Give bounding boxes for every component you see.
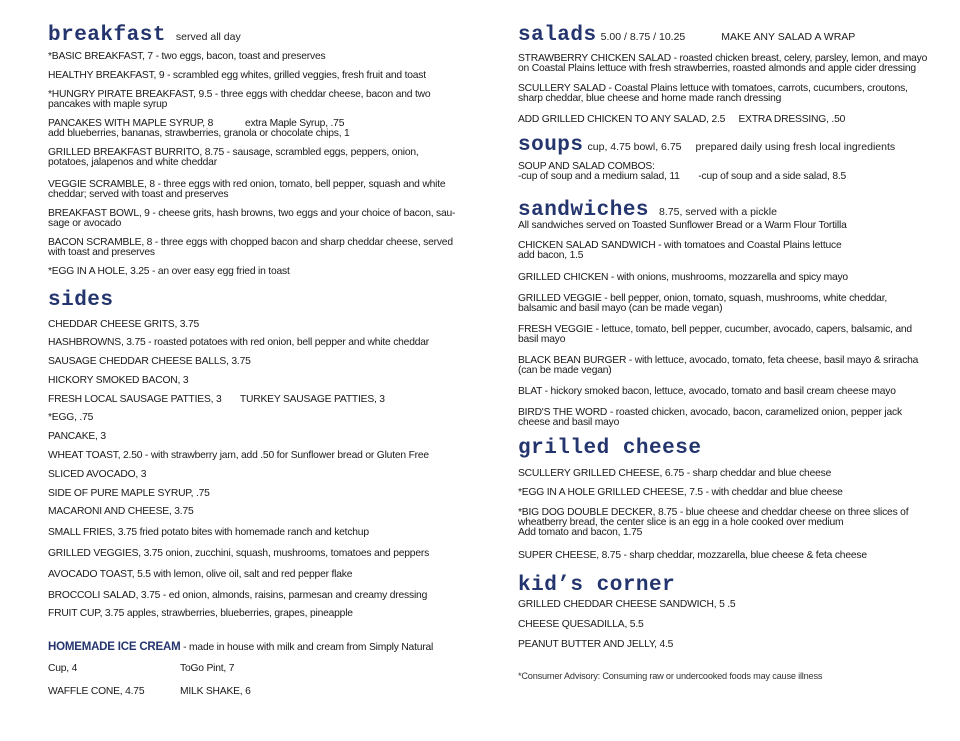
menu-item: PANCAKE, 3: [48, 431, 106, 442]
menu-item: VEGGIE SCRAMBLE, 8 - three eggs with red onion, tomato, bell pepper, squash and white cheddar; served with toast and preserves: [48, 179, 446, 200]
kids-heading: [518, 574, 675, 597]
section-title: grilled cheese: [518, 437, 702, 460]
menu-item: PANCAKES WITH MAPLE SYRUP, 8 extra Maple Syrup, .75 add blueberries, bananas, strawberries, granola or chocolate chips, 1: [48, 118, 350, 139]
menu-item: BIRD'S THE WORD - roasted chicken, avocado, bacon, caramelized onion, pepper jack cheese and basil mayo: [518, 407, 902, 428]
consumer-advisory: *Consumer Advisory: Consuming raw or undercooked foods may cause illness: [518, 671, 823, 681]
menu-item: BLACK BEAN BURGER - with lettuce, avocado, tomato, feta cheese, basil mayo & sriracha (can be made vegan): [518, 355, 919, 376]
menu-item: BLAT - hickory smoked bacon, lettuce, avocado, tomato and basil cream cheese mayo: [518, 386, 896, 397]
menu-item: *EGG IN A HOLE, 3.25 - an over easy egg fried in toast: [48, 266, 290, 277]
soups-heading: soups cup, 4.75 bowl, 6.75 prepared daily using fresh local ingredients: [518, 134, 896, 157]
section-title: salads: [518, 24, 597, 47]
salads-heading: salads 5.00 / 8.75 / 10.25 MAKE ANY SALAD A WRAP: [518, 24, 856, 47]
menu-item: FRUIT CUP, 3.75 apples, strawberries, blueberries, grapes, pineapple: [48, 608, 353, 619]
menu-item: FRESH LOCAL SAUSAGE PATTIES, 3 TURKEY SAUSAGE PATTIES, 3: [48, 394, 385, 405]
menu-item: HICKORY SMOKED BACON, 3: [48, 375, 189, 386]
menu-item: BREAKFAST BOWL, 9 - cheese grits, hash browns, two eggs and your choice of bacon, sau- sage or avocado: [48, 208, 456, 229]
menu-item: SOUP AND SALAD COMBOS: -cup of soup and a medium salad, 11 -cup of soup and a side salad, 8.5: [518, 161, 847, 182]
menu-item: GRILLED CHEDDAR CHEESE SANDWICH, 5 .5: [518, 599, 736, 610]
section-title: soups: [518, 134, 584, 157]
menu-item: GRILLED VEGGIES, 3.75 onion, zucchini, squash, mushrooms, tomatoes and peppers: [48, 548, 430, 559]
menu-item: MILK SHAKE, 6: [180, 686, 251, 697]
menu-item: ADD GRILLED CHICKEN TO ANY SALAD, 2.5 EXTRA DRESSING, .50: [518, 114, 846, 125]
menu-item: SUPER CHEESE, 8.75 - sharp cheddar, mozzarella, blue cheese & feta cheese: [518, 550, 867, 561]
menu-item: PEANUT BUTTER AND JELLY, 4.5: [518, 639, 674, 650]
menu-item: STRAWBERRY CHICKEN SALAD - roasted chicken breast, celery, parsley, lemon, and mayo on Coastal Plains lettuce with fresh strawberries, roasted almonds and apple cider dressing: [518, 53, 928, 74]
section-note: served all day: [175, 31, 241, 43]
menu-item: MACARONI AND CHEESE, 3.75: [48, 506, 194, 517]
ice-cream-heading: HOMEMADE ICE CREAM - made in house with milk and cream from Simply Natural: [48, 641, 434, 653]
menu-item: SIDE OF PURE MAPLE SYRUP, .75: [48, 488, 210, 499]
menu-item: WAFFLE CONE, 4.75: [48, 686, 145, 697]
breakfast-heading: [48, 24, 241, 47]
menu-item: HEALTHY BREAKFAST, 9 - scrambled egg whites, grilled veggies, fresh fruit and toast: [48, 70, 426, 81]
section-title: kid’s corner: [518, 574, 676, 597]
menu-item: CHICKEN SALAD SANDWICH - with tomatoes and Coastal Plains lettuce add bacon, 1.5: [518, 240, 842, 261]
menu-item: Cup, 4: [48, 663, 78, 674]
menu-item: GRILLED BREAKFAST BURRITO, 8.75 - sausage, scrambled eggs, peppers, onion, potatoes, jalapenos and white cheddar: [48, 147, 419, 168]
menu-item: SCULLERY GRILLED CHEESE, 6.75 - sharp cheddar and blue cheese: [518, 468, 832, 479]
menu-item: *EGG IN A HOLE GRILLED CHEESE, 7.5 - with cheddar and blue cheese: [518, 487, 843, 498]
menu-item: SMALL FRIES, 3.75 fried potato bites with homemade ranch and ketchup: [48, 527, 369, 538]
grilled-cheese-heading: [518, 437, 701, 460]
menu-item: WHEAT TOAST, 2.50 - with strawberry jam, add .50 for Sunflower bread or Gluten Free: [48, 450, 429, 461]
menu-item: HASHBROWNS, 3.75 - roasted potatoes with red onion, bell pepper and white cheddar: [48, 337, 430, 348]
menu-item: CHEESE QUESADILLA, 5.5: [518, 619, 644, 630]
menu-item: *BIG DOG DOUBLE DECKER, 8.75 - blue cheese and cheddar cheese on three slices of wheatberry bread, the center slice is an egg in a hole cooked over medium Add tomato and bacon, 1.75: [518, 507, 909, 538]
menu-item: BROCCOLI SALAD, 3.75 - ed onion, almonds, raisins, parmesan and creamy dressing: [48, 590, 428, 601]
menu-item: FRESH VEGGIE - lettuce, tomato, bell pepper, cucumber, avocado, capers, balsamic, and basil mayo: [518, 324, 912, 345]
section-title: breakfast: [48, 24, 166, 47]
menu-item: BACON SCRAMBLE, 8 - three eggs with chopped bacon and sharp cheddar cheese, served with toast and preserves: [48, 237, 453, 258]
menu-item: ToGo Pint, 7: [180, 663, 235, 674]
sandwiches-subtitle: All sandwiches served on Toasted Sunflower Bread or a Warm Flour Tortilla: [518, 220, 847, 231]
menu-item: *EGG, .75: [48, 412, 94, 423]
sandwiches-heading: sandwiches 8.75, served with a pickle: [518, 199, 777, 222]
menu-item: AVOCADO TOAST, 5.5 with lemon, olive oil, salt and red pepper flake: [48, 569, 353, 580]
sides-heading: [48, 289, 114, 312]
menu-item: CHEDDAR CHEESE GRITS, 3.75: [48, 319, 200, 330]
section-title: sandwiches: [518, 199, 650, 222]
menu-item: SLICED AVOCADO, 3: [48, 469, 147, 480]
menu-item: *BASIC BREAKFAST, 7 - two eggs, bacon, toast and preserves: [48, 51, 326, 62]
menu-item: SCULLERY SALAD - Coastal Plains lettuce with tomatoes, carrots, cucumbers, croutons, sharp cheddar, blue cheese and home made ranch dressing: [518, 83, 908, 104]
section-title: sides: [48, 289, 114, 312]
menu-item: GRILLED VEGGIE - bell pepper, onion, tomato, squash, mushrooms, white cheddar, balsamic and basil mayo (can be made vegan): [518, 293, 888, 314]
menu-item: SAUSAGE CHEDDAR CHEESE BALLS, 3.75: [48, 356, 251, 367]
menu-item: GRILLED CHICKEN - with onions, mushrooms, mozzarella and spicy mayo: [518, 272, 848, 283]
menu-item: *HUNGRY PIRATE BREAKFAST, 9.5 - three eggs with cheddar cheese, bacon and two pancakes with maple syrup: [48, 89, 431, 110]
